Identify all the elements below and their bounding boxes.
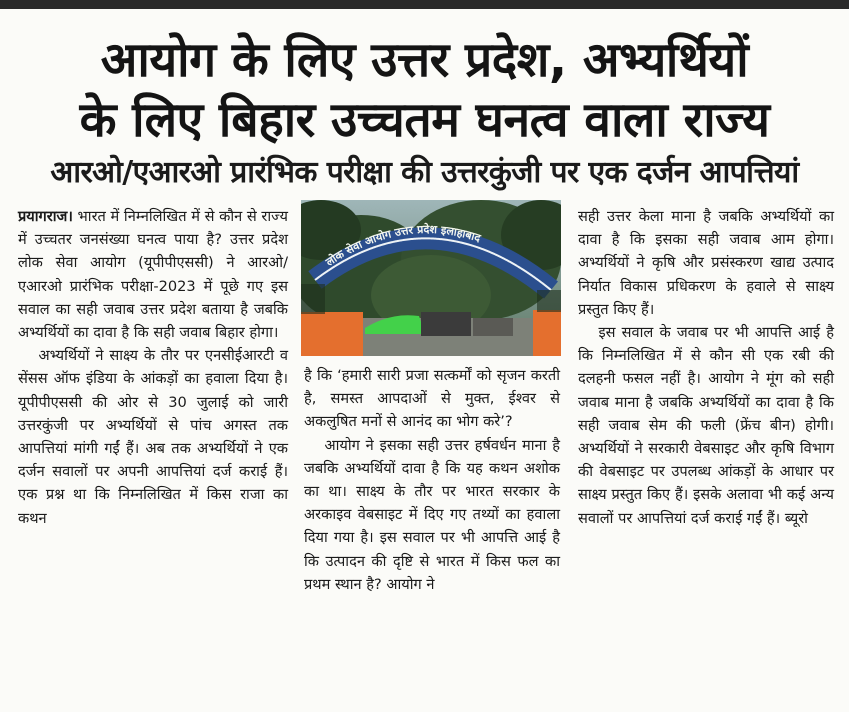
headline-line-2: के लिए बिहार उच्चतम घनत्व वाला राज्य <box>79 92 770 148</box>
photo-illustration <box>301 200 561 356</box>
article-column-1 <box>18 205 288 530</box>
article-column-2 <box>304 364 560 596</box>
column3-paragraph-2: इस सवाल के जवाब पर भी आपत्ति आई है कि निम्नलिखित में से कौन सी एक रबी की दलहनी फसल नहीं है। आयोग ने मूंग को सही जवाब माना है जबकि अभ्यर्थियों का दावा है कि सही जवाब सेम की फली (फ्रेंच बीन) होगी। अभ्यर्थियों ने सरकारी वेबसाइट और कृषि विभाग की वेबसाइट पर उपलब्ध आंकड़ों के आधार पर साक्ष्य प्रस्तुत किए हैं। इसके अलावा भी कई अन्य सवालों पर आपत्तियां दर्ज कराई गईं हैं। ब्यूरो <box>578 324 834 527</box>
column1-paragraph-1 <box>18 205 288 344</box>
gate-sign-text: लोक सेवा आयोग उत्तर प्रदेश इलाहाबाद <box>323 222 483 269</box>
column2-paragraph-2: आयोग ने इसका सही उत्तर हर्षवर्धन माना है जबकि अभ्यर्थियों दावा है कि यह कथन अशोक का था। साक्ष्य के तौर पर भारत सरकार के अरकाइव वेबसाइट में दिए गए तथ्यों का हवाला दिया गया है। इस सवाल पर भी आपत्ति आई है कि उत्पादन की दृष्टि से भारत में किस फल का प्रथम स्थान है? आयोग ने <box>304 436 560 593</box>
article-column-3 <box>578 205 834 530</box>
column2-paragraph-1: है कि ‘हमारी सारी प्रजा सत्कर्मों को सृजन करती है, समस्त आपदाओं से मुक्त, ईश्वर से अकलुषित मनों से आनंद का भोग करे’? <box>304 367 560 431</box>
headline-line-1: आयोग के लिए उत्तर प्रदेश, अभ्यर्थियों <box>100 32 749 88</box>
subheadline: आरओ/एआरओ प्रारंभिक परीक्षा की उत्तरकुंजी पर एक दर्जन आपत्तियां <box>50 155 799 190</box>
column1-paragraph-1-text: भारत में निम्नलिखित में से कौन से राज्य में उच्चतर जनसंख्या घनत्व पाया है? उत्तर प्रदेश लोक सेवा आयोग (यूपीपीएससी) ने आरओ/एआरओ प्रारंभिक परीक्षा-2023 में पूछे गए इस सवाल का सही जवाब उत्तर प्रदेश बताया है जबकि अभ्यर्थियों का दावा है कि सही जवाब बिहार होगा। <box>18 208 288 342</box>
column3-paragraph-1: सही उत्तर केला माना है जबकि अभ्यर्थियों का दावा है कि इसका सही जवाब आम होगा। अभ्यर्थियों ने कृषि और प्रसंस्करण खाद्य उत्पाद निर्यात विकास प्रधिकरण के हवाले से साक्ष्य प्रस्तुत किए हैं। <box>578 208 834 318</box>
dateline: प्रयागराज। <box>18 208 73 225</box>
top-rule <box>0 0 849 9</box>
column1-paragraph-2: अभ्यर्थियों ने साक्ष्य के तौर पर एनसीईआरटी व सेंसस ऑफ इंडिया के आंकड़ों का हवाला दिया है। यूपीपीएससी की ओर से 30 जुलाई को जारी उत्तरकुंजी पर अभ्यर्थियों से पांच अगस्त तक आपत्तियां मांगी गईं हैं। अब तक अभ्यर्थियों ने एक दर्जन सवालों पर अपनी आपत्तियां दर्ज कराई हैं। एक प्रश्न था कि निम्नलिखित में किस राजा का कथन <box>18 347 288 527</box>
commission-gate-photo <box>301 200 561 356</box>
